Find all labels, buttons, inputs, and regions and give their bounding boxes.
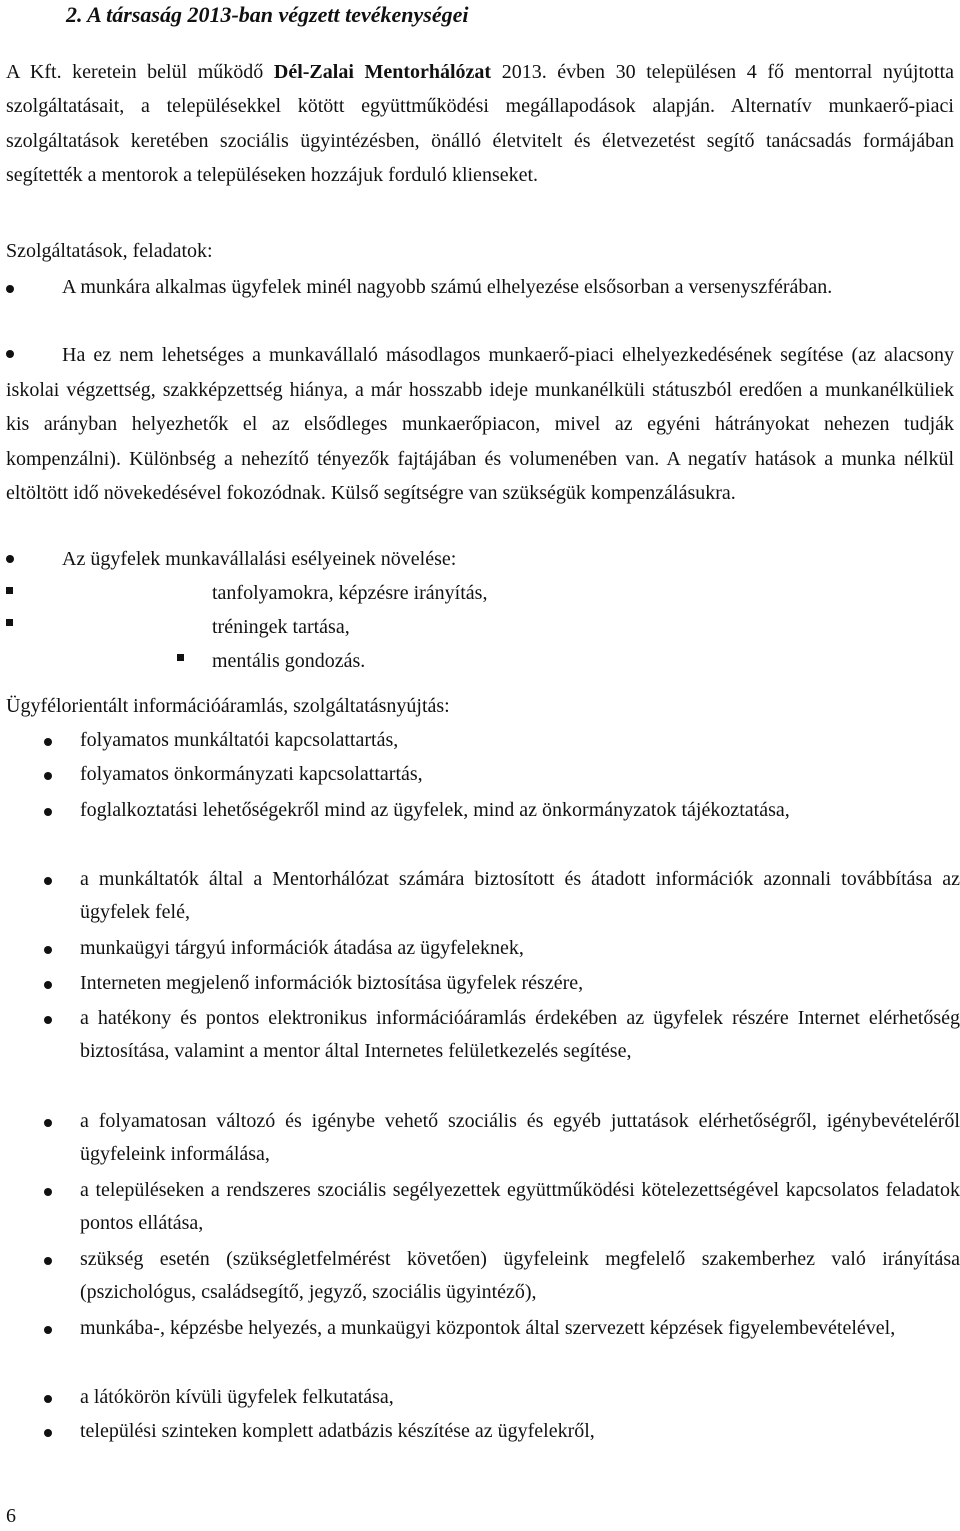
bullet-dot-icon bbox=[44, 1188, 52, 1196]
services-label: Szolgáltatások, feladatok: bbox=[6, 240, 213, 262]
section-heading: 2. A társaság 2013-ban végzett tevékenységei bbox=[66, 2, 469, 27]
info-bullet-1: folyamatos munkáltatói kapcsolattartás, bbox=[80, 729, 399, 751]
bullet-dot-icon bbox=[44, 1016, 52, 1024]
info-bullet-11: munkába-, képzésbe helyezés, a munkaügyi központok által szervezett képzések figyelembevételével, bbox=[80, 1317, 896, 1339]
bullet-dot-icon bbox=[44, 1119, 52, 1127]
info-label: Ügyfélorientált információáramlás, szolgáltatásnyújtás: bbox=[6, 695, 450, 717]
sub-item-2: tréningek tartása, bbox=[212, 616, 350, 638]
service-bullet-2: Ha ez nem lehetséges a munkavállaló másodlagos munkaerő-piaci elhelyezkedésének segítése (az alacsony iskolai végzettség, szakképzettség hiánya, a már hosszabb ideje munkanélküli státuszból eredően a munkanélküliek kis arányban helyezhetők el az elsődleges munkaerőpiacon, mivel az egyéni hátrányokat nehezen tudják kompenzálni). Különbség a nehezítő tényezők fajtájában és volumenében van. A negatív hatások a munka nélkül eltöltött idő növekedésével fokozódnak. Külső segítségre van szükségük kompenzálásukra. bbox=[6, 344, 954, 505]
bullet-dot-icon bbox=[44, 772, 52, 780]
bullet-dot-icon bbox=[44, 946, 52, 954]
bullet-dot-icon bbox=[44, 877, 52, 885]
sub-item-3: mentális gondozás. bbox=[212, 650, 366, 672]
intro-text-rest: 2013. évben 30 településen 4 fő mentorral nyújtotta szolgáltatásait, a településekkel kötött együttműködési megállapodások alapján. Alternatív munkaerő-piaci szolgáltatások keretében szociális ügyintézésben, önálló életvitelt és életvezetést segítő tanácsadás formájában segítették a mentorok a településeken hozzájuk forduló klienseket. bbox=[6, 61, 955, 187]
network-name: Dél-Zalai Mentorhálózat bbox=[273, 61, 492, 83]
intro-text-start: A Kft. keretein belül működő bbox=[6, 61, 274, 83]
info-bullet-12: a látókörön kívüli ügyfelek felkutatása, bbox=[80, 1386, 394, 1408]
square-bullet-icon bbox=[6, 587, 13, 594]
info-bullet-3: foglalkoztatási lehetőségekről mind az ügyfelek, mind az önkormányzatok tájékoztatása, bbox=[80, 799, 790, 821]
square-bullet-icon bbox=[177, 654, 184, 661]
info-bullet-5: munkaügyi tárgyú információk átadása az ügyfeleknek, bbox=[80, 937, 524, 959]
intro-paragraph bbox=[6, 55, 954, 193]
bullet-dot-icon bbox=[44, 1257, 52, 1265]
info-bullet-8: a folyamatosan változó és igénybe vehető szociális és egyéb juttatások elérhetőségről, igénybevételéről ügyfeleink informálása, bbox=[80, 1110, 960, 1165]
info-bullet-7: a hatékony és pontos elektronikus információáramlás érdekében az ügyfelek részére Internet elérhetőség biztosítása, valamint a mentor által Internetes felületkezelés segítése, bbox=[80, 1007, 960, 1062]
info-bullet-4: a munkáltatók által a Mentorhálózat számára biztosított és átadott információk azonnali továbbítása az ügyfelek felé, bbox=[80, 868, 960, 923]
service-bullet-1: A munkára alkalmas ügyfelek minél nagyobb számú elhelyezése elsősorban a versenyszférában. bbox=[62, 276, 833, 298]
bullet-dot-icon bbox=[44, 1395, 52, 1403]
info-bullet-10: szükség esetén (szükségletfelmérést követően) ügyfeleink megfelelő szakemberhez való irányítása (pszichológus, családsegítő, jegyző, szociális ügyintéző), bbox=[80, 1248, 960, 1303]
bullet-dot-icon bbox=[44, 981, 52, 989]
info-bullet-13: települési szinteken komplett adatbázis készítése az ügyfelekről, bbox=[80, 1420, 595, 1442]
bullet-dot-icon bbox=[44, 1326, 52, 1334]
info-bullet-2: folyamatos önkormányzati kapcsolattartás, bbox=[80, 763, 423, 785]
bullet-dot-icon bbox=[44, 738, 52, 746]
page-number: 6 bbox=[6, 1505, 16, 1527]
bullet-dot-icon bbox=[44, 1429, 52, 1437]
info-bullet-6: Interneten megjelenő információk biztosítása ügyfelek részére, bbox=[80, 972, 584, 994]
bullet-dot-icon bbox=[44, 808, 52, 816]
info-bullet-9: a településeken a rendszeres szociális segélyezettek együttműködési kötelezettségével kapcsolatos feladatok pontos ellátása, bbox=[80, 1179, 960, 1234]
square-bullet-icon bbox=[6, 619, 13, 626]
service-bullet-3: Az ügyfelek munkavállalási esélyeinek növelése: bbox=[62, 548, 457, 570]
sub-item-1: tanfolyamokra, képzésre irányítás, bbox=[212, 582, 488, 604]
